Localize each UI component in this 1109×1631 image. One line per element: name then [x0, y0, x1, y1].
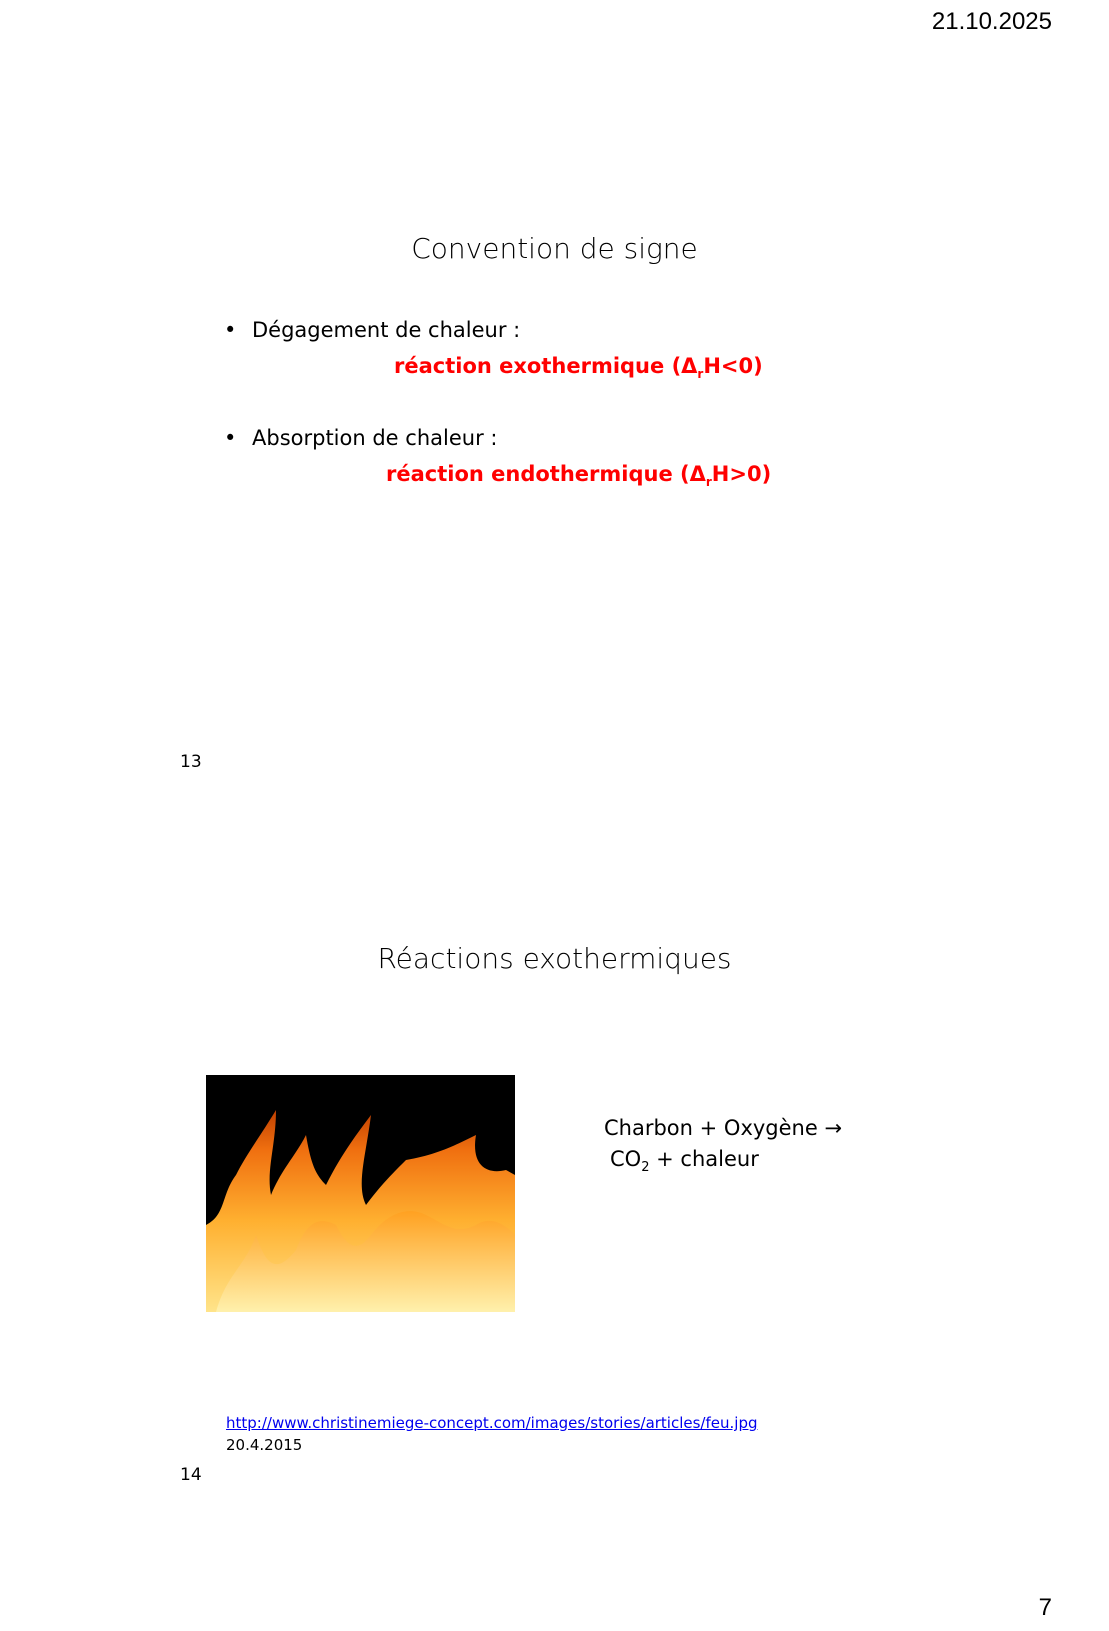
slide-14-title: Réactions exothermiques: [377, 942, 732, 975]
page-number: 7: [1038, 1594, 1052, 1621]
image-source-date: 20.4.2015: [226, 1436, 303, 1454]
slide-number-14: 14: [180, 1465, 202, 1485]
bullet-dot: •: [224, 426, 237, 450]
bullet-endothermic: • Absorption de chaleur :: [224, 426, 498, 450]
image-source-link[interactable]: http://www.christinemiege-concept.com/images/stories/articles/feu.jpg: [226, 1414, 758, 1432]
exothermic-definition: réaction exothermique $(\Delta_rH<0)$: [394, 354, 763, 382]
slide-number-13: 13: [180, 752, 202, 772]
combustion-equation: [604, 1113, 842, 1183]
endothermic-definition: réaction endothermique $(\Delta_rH>0)$: [386, 462, 772, 490]
bullet-dot: •: [224, 318, 237, 342]
header-date: 21.10.2025: [931, 8, 1052, 35]
equation-line-2: $CO_2$ + chaleur: [610, 1147, 759, 1176]
equation-line-1: Charbon + Oxygène →: [604, 1116, 843, 1140]
bullet-exothermic: • Dégagement de chaleur :: [224, 318, 521, 342]
slide-13-title: Convention de signe: [411, 232, 698, 265]
fire-image: [206, 1075, 515, 1312]
